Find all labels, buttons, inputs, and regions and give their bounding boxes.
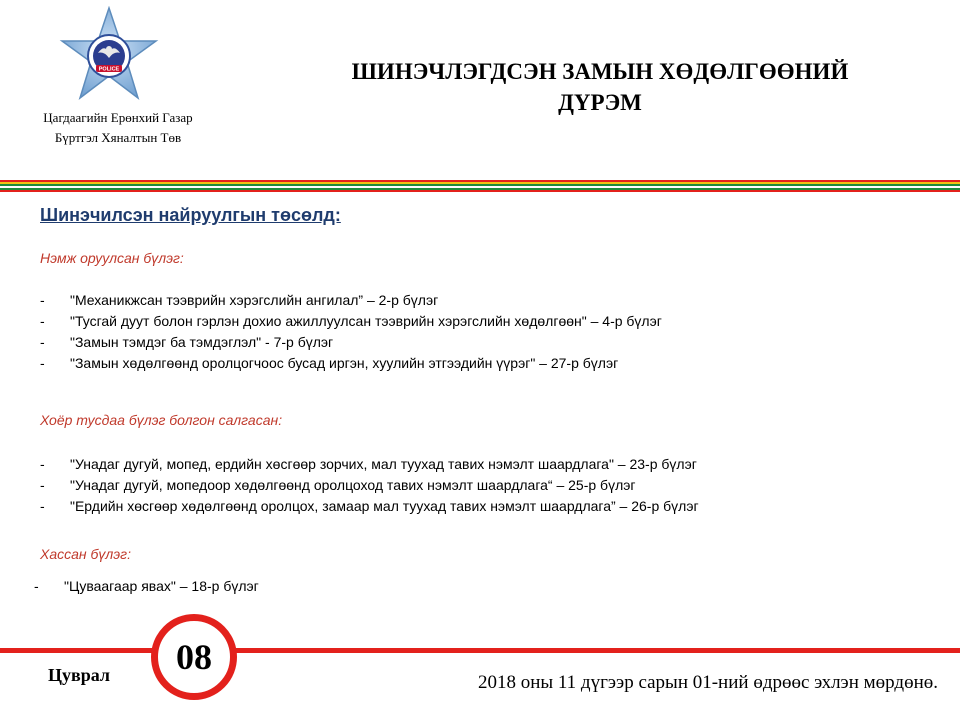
logo-text: POLICE xyxy=(98,66,120,73)
title-line-2: ДҮРЭМ xyxy=(558,90,642,115)
org-line-2: Бүртгэл Хяналтын Төв xyxy=(54,130,182,145)
list-item: - "Тусгай дуут болон гэрлэн дохио ажиллуулсан тээврийн хэрэгслийн хөдөлгөөн" – 4-р бүлэг xyxy=(40,313,662,329)
removed-chapters-label: Хассан бүлэг: xyxy=(40,546,131,562)
list-item: - "Унадаг дугуй, мопед, ердийн хөсгөөр зорчих, мал туухад тавих нэмэлт шаардлага" – 23-р бүлэг xyxy=(40,456,697,472)
list-item: - "Унадаг дугуй, мопедоор хөдөлгөөнд оролцоход тавих нэмэлт шаардлага“ – 25-р бүлэг xyxy=(40,477,636,493)
list-item: - "Замын тэмдэг ба тэмдэглэл" - 7-р бүлэг xyxy=(40,334,334,350)
decorative-stripes xyxy=(0,180,960,192)
series-number: 08 xyxy=(176,637,212,677)
added-chapters-list xyxy=(40,290,662,374)
effective-date: 2018 оны 11 дүгээр сарын 01-ний өдрөөс эхлэн мөрдөнө. xyxy=(477,672,938,693)
list-item: - "Механикжсан тээврийн хэрэгслийн ангилал” – 2-р бүлэг xyxy=(40,292,439,308)
document-title xyxy=(300,56,900,118)
split-chapters-list xyxy=(40,454,699,517)
series-number-badge xyxy=(151,614,237,700)
list-item: - "Ердийн хөсгөөр хөдөлгөөнд оролцох, замаар мал туухад тавих нэмэлт шаардлага” – 26-р бүлэг xyxy=(40,498,699,514)
series-label: Цуврал xyxy=(48,665,110,685)
added-chapters-label: Нэмж оруулсан бүлэг: xyxy=(40,250,184,266)
footer-red-line xyxy=(0,648,960,653)
section-heading: Шинэчилсэн найруулгын төсөлд: xyxy=(40,205,341,225)
list-item: - "Цуваагаар явах" – 18-р бүлэг xyxy=(34,578,259,594)
org-line-1: Цагдаагийн Ерөнхий Газар xyxy=(43,110,193,125)
title-line-1: ШИНЭЧЛЭГДСЭН ЗАМЫН ХӨДӨЛГӨӨНИЙ xyxy=(351,59,849,84)
removed-chapters-list xyxy=(34,576,259,597)
police-star-logo xyxy=(58,6,160,104)
split-chapters-label: Хоёр тусдаа бүлэг болгон салгасан: xyxy=(40,412,283,428)
list-item: - "Замын хөдөлгөөнд оролцогчоос бусад иргэн, хуулийн этгээдийн үүрэг" – 27-р бүлэг xyxy=(40,355,619,371)
organization-name xyxy=(4,108,232,148)
